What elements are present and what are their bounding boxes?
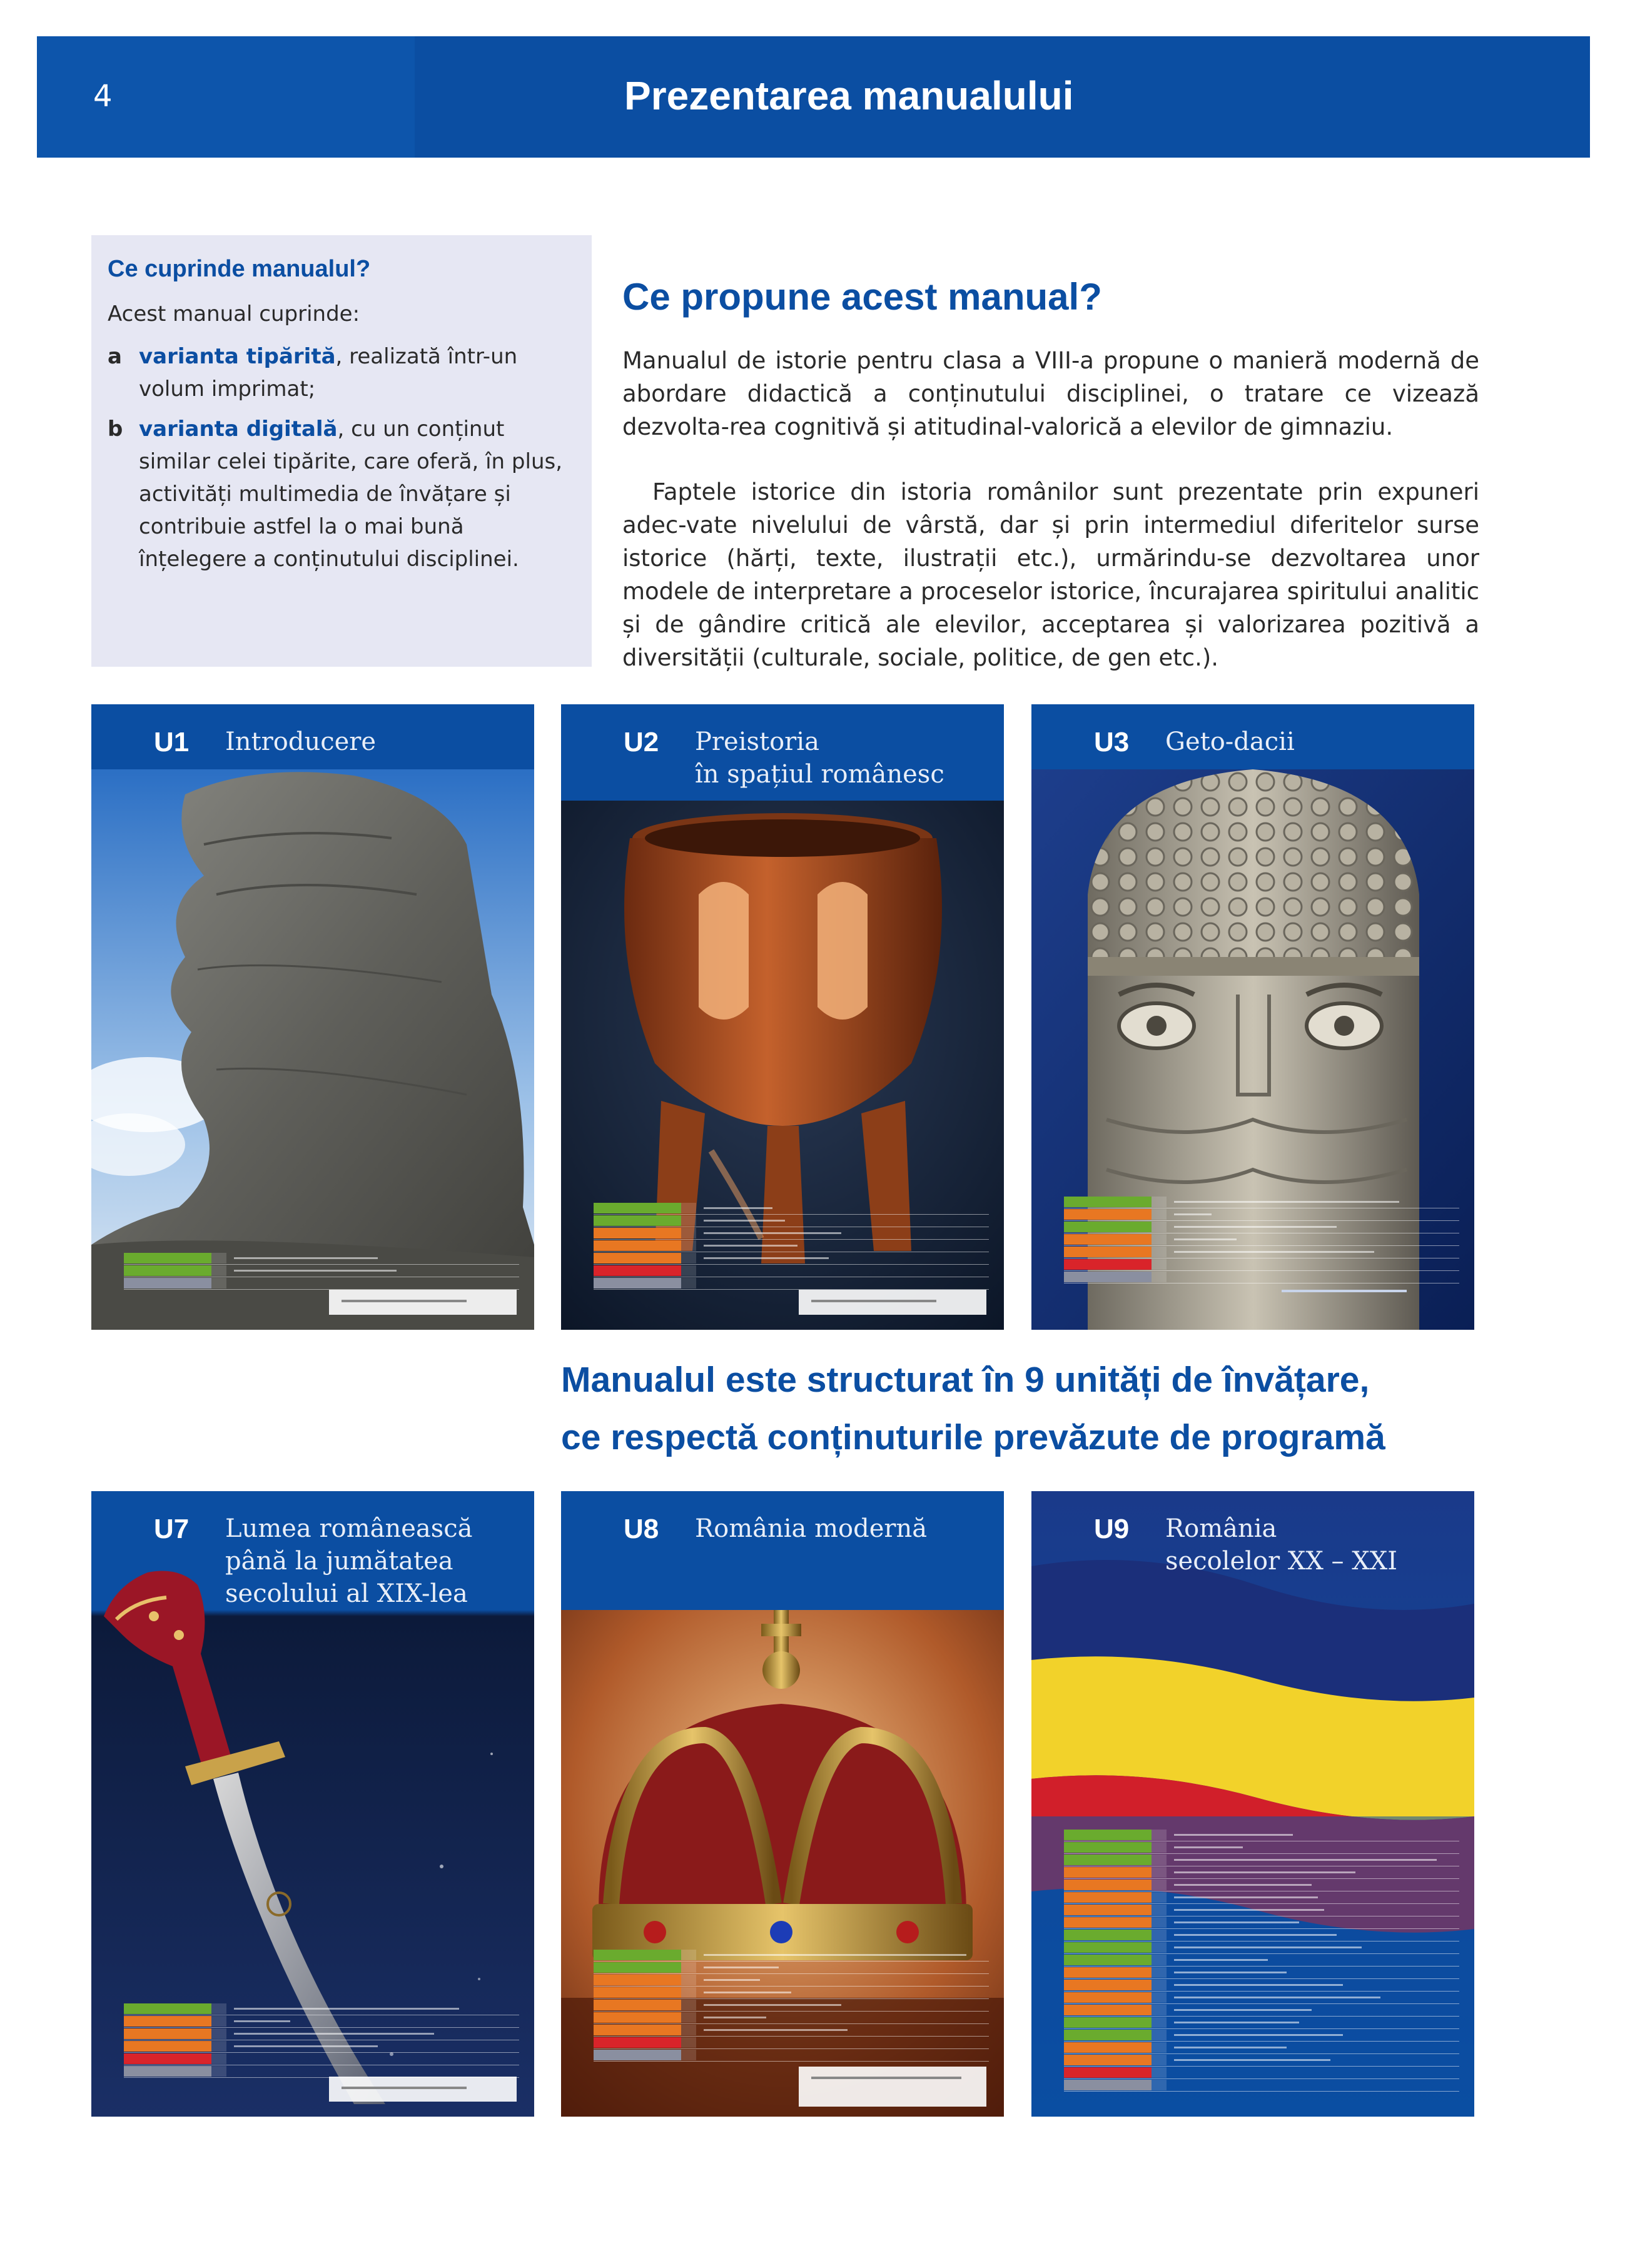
unit-contents-list bbox=[124, 1252, 519, 1290]
toc-row bbox=[594, 1215, 989, 1227]
unit-cover-u2 bbox=[561, 704, 1004, 1330]
toc-row bbox=[1064, 2054, 1459, 2067]
toc-row bbox=[594, 1999, 989, 2012]
toc-row bbox=[1064, 2029, 1459, 2042]
toc-row bbox=[124, 1265, 519, 1277]
unit-cover-u1 bbox=[91, 704, 534, 1330]
paragraph-2: Faptele istorice din istoria românilor sunt prezentate prin expuneri adec-vate nivelului de vârstă, dar și prin intermediul diferitelor surse istorice (hărți, texte, ilustrații etc.), urmărindu-se dezvoltarea unor modele de interpretare a proceselor istorice, încurajarea spiritului analitic și de gândire critică ale elevilor, acceptarea și valorizarea pozitivă a diversității (culturale, sociale, politice, de gen etc.). bbox=[622, 478, 1479, 671]
item-highlight: varianta tipărită bbox=[139, 344, 336, 369]
page-number: 4 bbox=[93, 79, 113, 114]
toc-row bbox=[1064, 1196, 1459, 1208]
toc-row bbox=[1064, 1841, 1459, 1854]
unit-contents-list bbox=[1064, 1196, 1459, 1283]
unit-title: Geto-dacii bbox=[1165, 727, 1295, 756]
unit-title: Preistoria în spațiul românesc bbox=[695, 727, 944, 789]
toc-row bbox=[1064, 1967, 1459, 1979]
toc-row bbox=[124, 1277, 519, 1290]
toc-row bbox=[594, 1252, 989, 1265]
unit-contents-list bbox=[124, 2003, 519, 2078]
toc-row bbox=[594, 1240, 989, 1252]
contents-box bbox=[91, 235, 592, 667]
cover-caption bbox=[799, 1290, 986, 1315]
section-title: Ce propune acest manual? bbox=[622, 276, 1102, 318]
toc-row bbox=[594, 2024, 989, 2037]
unit-number: U8 bbox=[624, 1514, 659, 1544]
sphinx-rock-image bbox=[91, 769, 534, 1330]
toc-row bbox=[594, 1962, 989, 1974]
toc-row bbox=[1064, 1854, 1459, 1866]
unit-contents-list bbox=[594, 1949, 989, 2062]
toc-row bbox=[594, 1949, 989, 1962]
unit-contents-list bbox=[594, 1202, 989, 1290]
contents-box-title: Ce cuprinde manualul? bbox=[108, 256, 371, 282]
toc-row bbox=[1064, 1221, 1459, 1233]
toc-row bbox=[1064, 1992, 1459, 2004]
toc-row bbox=[1064, 2067, 1459, 2079]
page-number-block bbox=[37, 36, 415, 158]
unit-title: România secolelor XX – XXI bbox=[1165, 1514, 1397, 1576]
toc-row bbox=[124, 2003, 519, 2015]
toc-row bbox=[1064, 2017, 1459, 2029]
toc-row bbox=[1064, 2079, 1459, 2092]
toc-row bbox=[1064, 1891, 1459, 1904]
unit-cover-u3 bbox=[1031, 704, 1474, 1330]
structure-heading-line-2: ce respectă conținuturile prevăzute de programă bbox=[561, 1417, 1385, 1457]
cover-caption bbox=[329, 1290, 517, 1315]
unit-title: Lumea românească până la jumătatea secolului al XIX-lea bbox=[225, 1514, 473, 1608]
toc-row bbox=[1064, 1246, 1459, 1258]
paragraph-1: Manualul de istorie pentru clasa a VIII-a propune o manieră modernă de abordare didactică a conținutului disciplinei, o tratare ce vizează dezvolta-rea cognitivă și atitudinal-valorică a elevilor de gimnaziu. bbox=[622, 347, 1479, 440]
page-header bbox=[37, 36, 1590, 158]
toc-row bbox=[594, 1227, 989, 1240]
toc-row bbox=[124, 2015, 519, 2028]
item-text: , realizată într-un volum imprimat; bbox=[139, 344, 518, 402]
toc-row bbox=[594, 1974, 989, 1987]
toc-row bbox=[594, 1987, 989, 1999]
toc-row bbox=[1064, 1233, 1459, 1246]
toc-row bbox=[124, 2040, 519, 2053]
toc-row bbox=[594, 1265, 989, 1277]
toc-row bbox=[1064, 2004, 1459, 2017]
unit-cover-u8 bbox=[561, 1491, 1004, 2117]
page-title: Prezentarea manualului bbox=[624, 73, 1074, 118]
structure-heading-line-1: Manualul este structurat în 9 unități de învățare, bbox=[561, 1360, 1370, 1400]
unit-number: U2 bbox=[624, 727, 659, 757]
toc-row bbox=[1064, 1904, 1459, 1916]
contents-box-intro: Acest manual cuprinde: bbox=[108, 301, 360, 327]
toc-row bbox=[124, 2053, 519, 2065]
structure-heading bbox=[561, 1351, 1537, 1466]
toc-row bbox=[1064, 1954, 1459, 1967]
toc-row bbox=[1064, 1866, 1459, 1879]
toc-row bbox=[1064, 2042, 1459, 2054]
cover-caption bbox=[799, 2067, 986, 2107]
toc-row bbox=[1064, 1258, 1459, 1271]
toc-row bbox=[1064, 1208, 1459, 1221]
toc-row bbox=[1064, 1941, 1459, 1954]
toc-row bbox=[1064, 1929, 1459, 1941]
unit-cover-u7 bbox=[91, 1491, 534, 2117]
item-letter: a bbox=[108, 344, 122, 369]
contents-item-a bbox=[108, 340, 575, 405]
toc-row bbox=[594, 2037, 989, 2049]
contents-item-b bbox=[108, 413, 575, 575]
cover-title-band bbox=[561, 1491, 1004, 1610]
unit-number: U7 bbox=[154, 1514, 190, 1544]
cover-caption bbox=[1269, 1280, 1457, 1305]
unit-title: România modernă bbox=[695, 1514, 928, 1543]
toc-row bbox=[594, 2049, 989, 2062]
toc-row bbox=[124, 1252, 519, 1265]
item-highlight: varianta digitală bbox=[139, 417, 338, 442]
unit-cover-u9 bbox=[1031, 1491, 1474, 2117]
toc-row bbox=[594, 1202, 989, 1215]
toc-row bbox=[124, 2065, 519, 2078]
toc-row bbox=[124, 2028, 519, 2040]
toc-row bbox=[594, 2012, 989, 2024]
unit-title: Introducere bbox=[225, 727, 377, 756]
item-text: , cu un conținut similar celei tipărite, care oferă, în plus, activități multimedia de învățare și contribuie astfel la o mai bună înțelegere a conținutului disciplinei. bbox=[139, 417, 563, 572]
toc-row bbox=[594, 1277, 989, 1290]
toc-row bbox=[1064, 1916, 1459, 1929]
toc-row bbox=[1064, 1879, 1459, 1891]
toc-row bbox=[1064, 1829, 1459, 1841]
unit-number: U1 bbox=[154, 727, 190, 757]
unit-number: U3 bbox=[1094, 727, 1130, 757]
unit-contents-list bbox=[1064, 1829, 1459, 2092]
item-letter: b bbox=[108, 417, 123, 442]
cover-caption bbox=[329, 2077, 517, 2102]
toc-row bbox=[1064, 1979, 1459, 1992]
unit-number: U9 bbox=[1094, 1514, 1130, 1544]
